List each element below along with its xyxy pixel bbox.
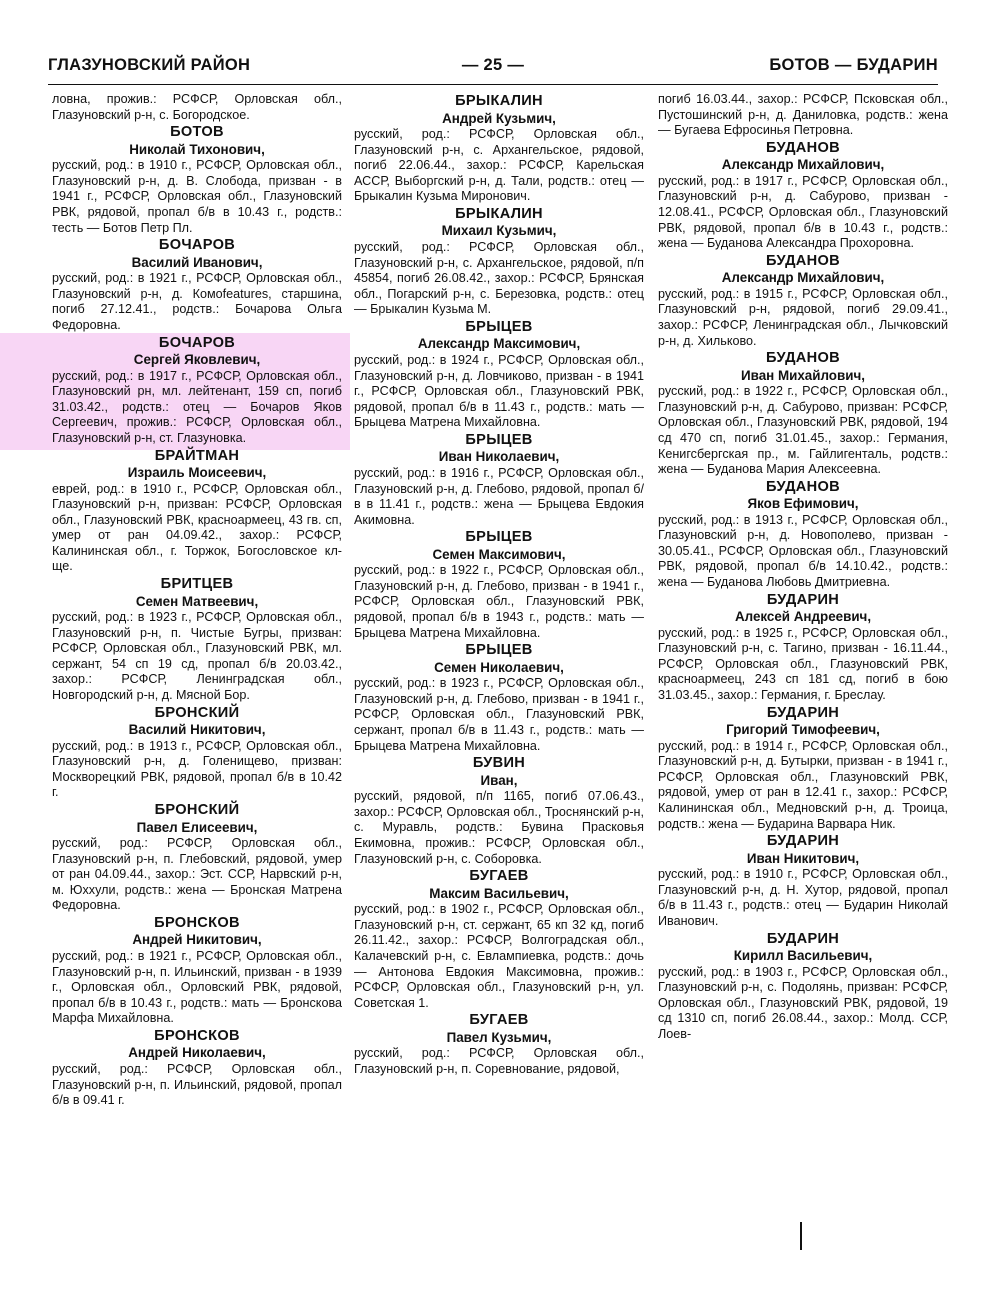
- entry-name: Израиль Моисеевич,: [127, 465, 267, 480]
- entry-name: Яков Ефимович,: [747, 496, 859, 512]
- entry: [52, 124, 342, 236]
- entry-surname: БУДАНОВ: [766, 139, 840, 156]
- header-range: БОТОВ — БУДАРИН: [769, 55, 938, 74]
- entry: [354, 319, 644, 431]
- entry-name: Андрей Кузьмич,: [442, 110, 556, 126]
- entry-text: русский, род.: в 1917 г., РСФСР, Орловская обл., Глазуновский рн, мл. лейтенант, 159 сп, погиб 31.03.42., родств.: отец — Бочаров Яков Сергеевич, прожив.: РСФСР, Орловская обл., Глазуновский р-н, ст. Глазуновка.: [52, 368, 342, 445]
- entry-surname: БРОНСКИЙ: [154, 704, 240, 721]
- header-rule: [48, 84, 938, 85]
- entry-name: Василий Никитович,: [128, 722, 266, 738]
- entry-name: Иван,: [480, 772, 518, 788]
- entry-surname: БРАЙТМАН: [154, 447, 240, 464]
- entry: [658, 833, 948, 929]
- entry-surname: БОТОВ: [170, 124, 224, 141]
- entry-text: русский, род.: в 1910 г., РСФСР, Орловская обл., Глазуновский р-н, д. Н. Хутор, рядовой, пропал б/в в 11.43 г., родств.: отец — Бударин Николай Иванович.: [658, 867, 948, 928]
- entry: [658, 140, 948, 252]
- entry-name: Григорий Тимофеевич,: [726, 722, 880, 738]
- entry: [354, 868, 644, 1011]
- entry-surname: БУДАНОВ: [766, 252, 840, 269]
- entry-name: Семен Матвеевич,: [135, 593, 259, 609]
- entry-name: Андрей Никитович,: [132, 932, 262, 948]
- entry-surname: БУГАЕВ: [469, 868, 529, 885]
- entry-surname: БРЫЦЕВ: [465, 318, 533, 335]
- entry-surname: БУГАЕВ: [469, 1012, 529, 1029]
- entry-text: ловна, прожив.: РСФСР, Орловская обл., Глазуновский р-н, с. Богородское.: [52, 92, 342, 122]
- entry: [52, 576, 342, 704]
- entry-text: русский, род.: в 1902 г., РСФСР, Орловская обл., Глазуновский р-н, ст. сержант, 65 кп 32 кд, погиб 26.11.42., захор.: РСФСР, Волгоградская обл., Калачевский р-н, с. Евлампиевка, родств.: дочь — Антонова Евдокия Максимовна, прожив.: РСФСР, Орловская обл., Глазуновский р-н, ул. Советская 1.: [354, 902, 644, 1010]
- entry-surname: БРЫЦЕВ: [465, 431, 533, 448]
- entry: [52, 802, 342, 914]
- entry-text: русский, род.: в 1913 г., РСФСР, Орловская обл., Глазуновский р-н, д. Новополево, призван - 30.05.41., РСФСР, Орловская обл., Глазуновский РВК, рядовой, пропал б/в 14.10.42., родств.: жена — Буданова Любовь Дмитриевна.: [658, 512, 948, 590]
- entry-surname: БУДАРИН: [766, 930, 840, 947]
- entry-text: русский, род.: в 1903 г., РСФСР, Орловская обл., Глазуновский р-н, с. Подолянь, призван: РСФСР, Орловская обл., Глазуновский РВК, рядовой, 19 сд 1310 сп, погиб 26.08.44., захор.: Молд. ССР, Лоев-: [658, 964, 948, 1041]
- entry-name: Николай Тихонович,: [129, 141, 265, 157]
- entry-surname: БРИТЦЕВ: [160, 576, 234, 593]
- entry: [658, 705, 948, 833]
- entry-name: Семен Максимович,: [432, 546, 566, 562]
- entry-text: русский, род.: в 1921 г., РСФСР, Орловская обл., Глазуновский р-н, п. Ильинский, призван - в 1939 г., Орловская обл., Орловский РВК, рядовой, пропал б/в в 10.43 г., родств.: мать — Бронскова Марфа Михайловна.: [52, 948, 342, 1026]
- entry-name: Алексей Андреевич,: [734, 609, 872, 625]
- entry-surname: БОЧАРОВ: [158, 237, 236, 254]
- entry: [52, 1028, 342, 1109]
- entry-name: Иван Николаевич,: [438, 449, 560, 465]
- entry-text: погиб 16.03.44., захор.: РСФСР, Псковская обл., Пустошинский р-н, д. Даниловка, родств.: жена — Бугаева Ефросинья Петровна.: [658, 92, 948, 138]
- entry: [354, 529, 644, 641]
- entry: [52, 705, 342, 801]
- entry-name: Сергей Яковлевич,: [133, 352, 261, 368]
- entry-name: Андрей Николаевич,: [128, 1045, 266, 1061]
- entry-name: Александр Михайлович,: [721, 157, 885, 173]
- entry-name: Иван Никитович,: [746, 850, 860, 866]
- column-3: [658, 92, 948, 1043]
- entry-surname: БОЧАРОВ: [158, 334, 236, 351]
- entry: [354, 755, 644, 867]
- entry-name: Василий Иванович,: [131, 254, 263, 270]
- entry-surname: БУДАНОВ: [766, 350, 840, 367]
- entry: [354, 93, 644, 205]
- page-header: [48, 52, 938, 78]
- entry-highlighted: [52, 335, 342, 447]
- entry-text: русский, род.: РСФСР, Орловская обл., Глазуновский р-н, с. Архангельское, рядовой, п/п 45854, погиб 26.08.42., захор.: РСФСР, Брянская обл., Погарский р-н, с. Березовка, родств.: отец — Брыкалин Кузьма М.: [354, 239, 644, 317]
- entry-name: Павел Кузьмич,: [446, 1029, 552, 1045]
- entry-text: русский, род.: в 1910 г., РСФСР, Орловская обл., Глазуновский р-н, д. В. Слобода, призван - в 1941 г., РСФСР, Орловская обл., Глазуновский РВК, рядовой, пропал б/в в 10.43 г., родств.: тесть — Ботов Петр Пл.: [52, 158, 342, 235]
- entry: [658, 931, 948, 1043]
- entry-surname: БРОНСКОВ: [154, 914, 240, 931]
- entry: [658, 592, 948, 704]
- entry-surname: БРОНСКИЙ: [154, 802, 240, 818]
- entry-text: русский, род.: в 1916 г., РСФСР, Орловская обл., Глазуновский р-н, д. Глебово, рядовой, пропал б/в в 11.41 г., родств.: жена — Брыцева Евдокия Акимовна.: [354, 465, 644, 527]
- entry: [658, 350, 948, 478]
- entry-surname: БРЫКАЛИН: [455, 205, 543, 222]
- entry-text: еврей, род.: в 1910 г., РСФСР, Орловская обл., Глазуновский р-н, призван: РСФСР, Орловская обл., Глазуновский РВК, красноармеец, 43 гв. сп, умер от ран 04.09.42., захор.: РСФСР, Калининская обл., г. Торжок, Богословское кл-ще.: [52, 481, 342, 574]
- entry: [52, 237, 342, 333]
- entry-name: Иван Михайлович,: [741, 367, 865, 383]
- entry-surname: БУДАРИН: [766, 833, 840, 850]
- entry-surname: БРОНСКОВ: [154, 1027, 240, 1044]
- entry-text: русский, рядовой, п/п 1165, погиб 07.06.43., захор.: РСФСР, Орловская обл., Троснянский р-н, с. Муравль, родств.: Бувина Прасковья Екимовна, прожив.: РСФСР, Орловская обл., Глазуновский р-н, с. Соборовка.: [354, 789, 644, 866]
- entry-text: русский, род.: в 1925 г., РСФСР, Орловская обл., Глазуновский р-н, с. Тагино, призван - 16.11.44., РСФСР, Орловская обл., Глазуновский РВК, красноармеец, 243 сп 181 сд, погиб в бою 31.03.45., захор.: Германия, г. Бреслау.: [658, 625, 948, 703]
- entry-surname: БУДАНОВ: [766, 478, 840, 495]
- entry: [52, 915, 342, 1027]
- entry-surname: БРЫЦЕВ: [465, 529, 533, 546]
- entry: [354, 432, 644, 528]
- entry: [52, 448, 342, 576]
- entry-text: русский, род.: в 1914 г., РСФСР, Орловская обл., Глазуновский р-н, д. Бутырки, призван - в 1941 г., РСФСР, Орловская обл., Глазуновский РВК, рядовой, умер от ран в 12.41 г., захор.: РСФСР, Калининская обл., Медновский р-н, д. Троица, родств.: жена — Бударина Варвара Ник.: [658, 738, 948, 831]
- entry-name: Михаил Кузьмич,: [441, 223, 557, 239]
- page-number: — 25 —: [461, 55, 525, 74]
- entry-text: русский, род.: в 1922 г., РСФСР, Орловская обл., Глазуновский р-н, д. Сабурово, призван: РСФСР, Орловская обл., Глазуновский РВК, рядовой, 194 сд 470 сп, погиб 31.01.45., захор.: Германия, Кенигсбергская пр., м. Гайлигенталь, родств.: жена — Буданова Мария Алексеевна.: [658, 384, 948, 477]
- columns: [52, 92, 952, 1287]
- entry-text: русский, род.: в 1915 г., РСФСР, Орловская обл., Глазуновский р-н, рядовой, погиб 29.09.41., захор.: РСФСР, Ленинградская обл., Лычковский р-н, д. Хильково.: [658, 286, 948, 348]
- entry-text: русский, род.: в 1924 г., РСФСР, Орловская обл., Глазуновский р-н, д. Ловчиково, призван - в 1941 г., РСФСР, Орловская обл., Глазуновский РВК, рядовой, пропал б/в в 11.43 г., родств.: мать — Брыцева Матрена Михайловна.: [354, 352, 644, 430]
- entry-text: русский, род.: РСФСР, Орловская обл., Глазуновский р-н, п. Соревнование, рядовой,: [354, 1046, 644, 1076]
- entry-text: русский, род.: в 1923 г., РСФСР, Орловская обл., Глазуновский р-н, д. Глебово, призван - в 1941 г., РСФСР, Орловская обл., Глазуновский РВК, сержант, пропал б/в в 11.43 г., родств.: мать — Брыцева Матрена Михайловна.: [354, 676, 644, 753]
- entry-text: русский, род.: в 1923 г., РСФСР, Орловская обл., Глазуновский р-н, п. Чистые Бугры, призван: РСФСР, Орловская обл., Глазуновский РВК, мл. сержант, 54 сп 19 сд, пропал б/в 20.03.42., захор.: РСФСР, Ленинградская обл., Новгородский р-н, д. Мясной Бор.: [52, 610, 342, 703]
- entry: [354, 642, 644, 754]
- entry-continuation: [52, 92, 342, 123]
- entry-surname: БРЫЦЕВ: [465, 642, 533, 659]
- entry-name: Семен Николаевич,: [434, 659, 564, 675]
- entry: [658, 253, 948, 349]
- column-1: [52, 92, 342, 1109]
- entry-name: Кирилл Васильевич,: [733, 948, 873, 964]
- entry-text: русский, род.: РСФСР, Орловская обл., Глазуновский р-н, п. Ильинский, рядовой, пропал б/в в 09.41 г.: [52, 1061, 342, 1108]
- entry-text: русский, род.: РСФСР, Орловская обл., Глазуновский р-н, с. Архангельское, рядовой, погиб 22.06.44., захор.: РСФСР, Карельская АССР, Выборгский р-н, д. Тали, родств.: отец — Брыкалин Кузьма Миронович.: [354, 127, 644, 204]
- entry-name: Александр Максимович,: [417, 336, 581, 352]
- entry-text: русский, род.: в 1913 г., РСФСР, Орловская обл., Глазуновский р-н, д. Голенищево, призван: Москворецкий РВК, рядовой, пропал б/в в 10.42 г.: [52, 738, 342, 800]
- entry-surname: БУВИН: [472, 755, 526, 772]
- column-2: [354, 92, 644, 1078]
- entry-name: Павел Елисеевич,: [136, 819, 258, 835]
- entry: [354, 1012, 644, 1077]
- entry-surname: БУДАРИН: [766, 591, 840, 608]
- entry-text: русский, род.: в 1922 г., РСФСР, Орловская обл., Глазуновский р-н, д. Глебово, призван - в 1941 г., РСФСР, Орловская обл., Глазуновский РВК, рядовой, пропал б/в в 1943 г., родств.: мать — Брыцева Матрена Михайловна.: [354, 563, 644, 640]
- entry-text: русский, род.: в 1917 г., РСФСР, Орловская обл., Глазуновский р-н, д. Сабурово, призван - 12.08.41., РСФСР, Орловская обл., Глазуновский РВК, рядовой, пропал б/в в 10.43 г., родств.: жена — Буданова Александра Прохоровна.: [658, 173, 948, 251]
- entry-name: Максим Васильевич,: [429, 885, 569, 901]
- entry-text: русский, род.: РСФСР, Орловская обл., Глазуновский р-н, п. Глебовский, рядовой, умер от ран 04.09.44., захор.: Эст. ССР, Нарвский р-н, м. Юххули, родств.: жена — Бронская Матрена Федоровна.: [52, 836, 342, 913]
- entry-continuation: [658, 92, 948, 139]
- margin-mark: [800, 1222, 802, 1250]
- entry: [354, 206, 644, 318]
- entry-name: Александр Михайлович,: [721, 270, 885, 286]
- entry-text: русский, род.: в 1921 г., РСФСР, Орловская обл., Глазуновский р-н, д. Комоfeatures, старшина, погиб 27.12.41., родств.: Бочарова Ольга Федоровна.: [52, 271, 342, 332]
- entry-surname: БУДАРИН: [766, 704, 840, 721]
- entry-surname: БРЫКАЛИН: [455, 93, 543, 109]
- header-district: ГЛАЗУНОВСКИЙ РАЙОН: [48, 55, 251, 74]
- entry: [658, 479, 948, 591]
